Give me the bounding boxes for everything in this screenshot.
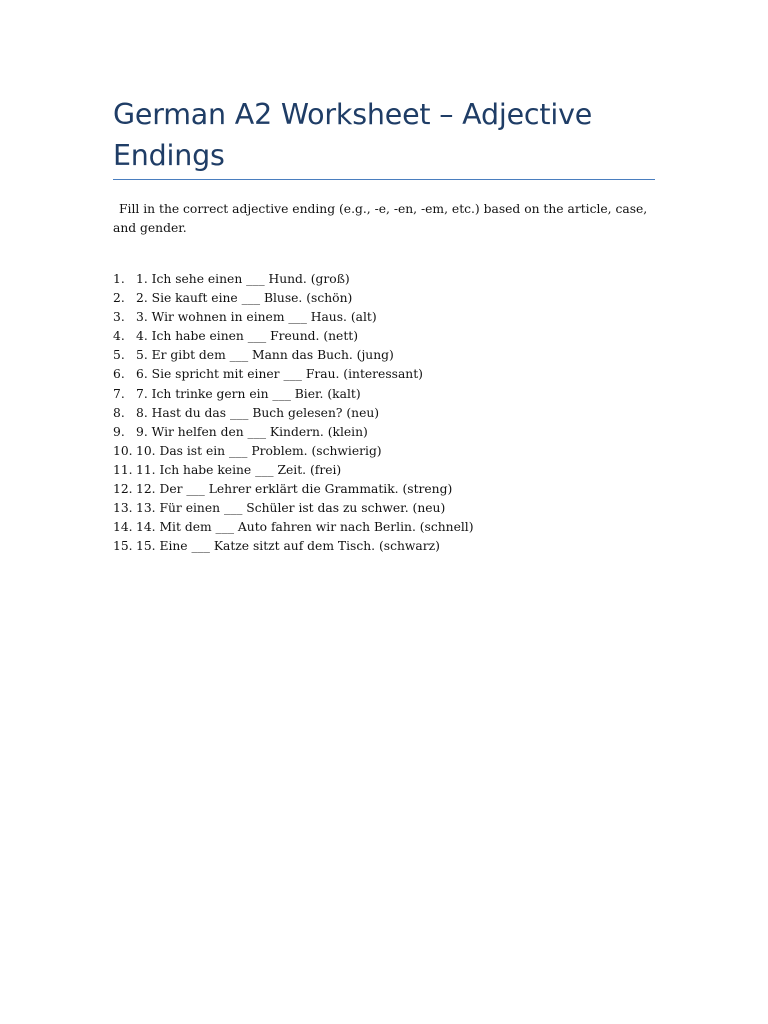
exercise-text: 8. Hast du das ___ Buch gelesen? (neu): [136, 405, 380, 420]
exercise-number: 10.: [113, 443, 133, 458]
exercise-text: 12. Der ___ Lehrer erklärt die Grammatik. (streng): [136, 482, 453, 497]
exercise-number: 11.: [113, 462, 133, 477]
exercise-text: 7. Ich trinke gern ein ___ Bier. (kalt): [136, 386, 361, 401]
exercise-number: 13.: [113, 501, 133, 516]
exercise-item: [113, 365, 653, 384]
exercise-number: 1.: [113, 272, 125, 286]
instructions-text: Fill in the correct adjective ending (e.g., -e, -en, -em, etc.) based on the article, case, and gender.: [113, 202, 648, 235]
exercise-item: [113, 518, 653, 537]
exercise-item: [113, 385, 653, 404]
exercise-number: 3.: [113, 310, 125, 325]
exercise-text: 1. Ich sehe einen ___ Hund. (groß): [136, 272, 350, 286]
exercise-number: 6.: [113, 367, 125, 382]
exercise-item: [113, 327, 653, 346]
exercise-list: [113, 270, 653, 556]
exercise-text: 4. Ich habe einen ___ Freund. (nett): [136, 329, 359, 344]
exercise-text: 14. Mit dem ___ Auto fahren wir nach Berlin. (schnell): [136, 520, 474, 535]
exercise-text: 2. Sie kauft eine ___ Bluse. (schön): [136, 291, 353, 306]
title-divider: [113, 179, 655, 180]
exercise-item: [113, 499, 653, 518]
exercise-number: 12.: [113, 482, 133, 497]
exercise-text: 5. Er gibt dem ___ Mann das Buch. (jung): [136, 348, 394, 363]
exercise-item: [113, 346, 653, 365]
exercise-number: 2.: [113, 291, 125, 306]
exercise-text: 3. Wir wohnen in einem ___ Haus. (alt): [136, 310, 377, 325]
exercise-item: [113, 289, 653, 308]
exercise-item: [113, 423, 653, 442]
exercise-number: 9.: [113, 424, 125, 439]
exercise-item: [113, 537, 653, 556]
exercise-number: 8.: [113, 405, 125, 420]
exercise-item: [113, 270, 653, 289]
exercise-item: [113, 480, 653, 499]
exercise-item: [113, 461, 653, 480]
exercise-number: 7.: [113, 386, 125, 401]
exercise-text: 6. Sie spricht mit einer ___ Frau. (interessant): [136, 367, 423, 382]
exercise-text: 9. Wir helfen den ___ Kindern. (klein): [136, 424, 368, 439]
exercise-text: 13. Für einen ___ Schüler ist das zu schwer. (neu): [136, 501, 446, 516]
exercise-item: [113, 442, 653, 461]
exercise-item: [113, 404, 653, 423]
exercise-text: 11. Ich habe keine ___ Zeit. (frei): [136, 462, 342, 477]
page-title: German A2 Worksheet – Adjective Endings: [113, 98, 593, 172]
exercise-item: [113, 308, 653, 327]
exercise-number: 14.: [113, 520, 133, 535]
exercise-number: 15.: [113, 539, 133, 554]
exercise-text: 10. Das ist ein ___ Problem. (schwierig): [136, 443, 382, 458]
exercise-number: 5.: [113, 348, 125, 363]
exercise-number: 4.: [113, 329, 125, 344]
exercise-text: 15. Eine ___ Katze sitzt auf dem Tisch. (schwarz): [136, 539, 440, 554]
